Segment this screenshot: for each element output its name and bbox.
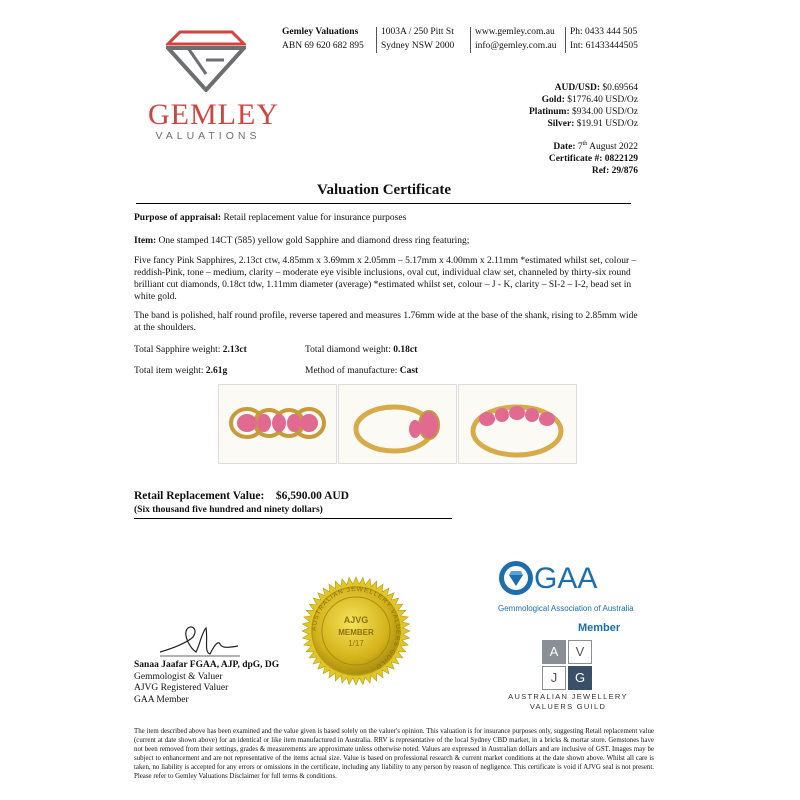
ajvg-name-line-2: VALUERS GUILD — [529, 702, 607, 711]
retail-value-words: (Six thousand five hundred and ninety dollars) — [134, 505, 323, 515]
date-label: Date: — [553, 142, 576, 153]
ring-photo-front — [458, 384, 577, 464]
silver-label: Silver: — [547, 119, 575, 129]
silver-value: $19.91 USD/Oz — [576, 119, 638, 129]
gaa-acronym: GAA — [534, 562, 598, 595]
divider — [565, 27, 566, 53]
title-rule — [136, 203, 631, 204]
diamond-weight-value: 0.18ct — [393, 345, 418, 355]
company-phone — [570, 25, 638, 53]
seal-ring-text: AUSTRALIAN JEWELLERY VALUERS GUILD — [310, 585, 402, 671]
ajvg-name — [498, 692, 638, 712]
seal-line-3: 1/17 — [348, 639, 364, 648]
certificate-page — [110, 0, 658, 800]
gem-logo-icon — [166, 30, 246, 92]
purpose-line — [134, 212, 639, 224]
platinum-label: Platinum: — [529, 107, 570, 117]
company-web — [475, 25, 556, 53]
method-value: Cast — [399, 366, 419, 376]
item-label: Item: — [134, 236, 157, 246]
divider — [470, 27, 471, 53]
company-abn: ABN 69 620 682 895 — [282, 41, 364, 51]
phone-number: Ph: 0433 444 505 — [570, 27, 638, 37]
email-link[interactable]: info@gemley.com.au — [475, 41, 557, 51]
gaa-full-name: Gemmological Association of Australia — [498, 604, 634, 613]
ring-photo-top — [218, 384, 337, 464]
ajvg-name-line-1: AUSTRALIAN JEWELLERY — [508, 692, 628, 701]
valuer-block — [134, 660, 279, 706]
website-link[interactable]: www.gemley.com.au — [475, 27, 555, 37]
ring-photo-side — [338, 384, 457, 464]
intl-phone-number: Int: 61433444505 — [570, 41, 638, 51]
gaa-emblem-icon — [498, 560, 534, 596]
ajvg-letter-g: G — [568, 666, 592, 690]
platinum-value: $934.00 USD/Oz — [572, 107, 638, 117]
cert-value: 0822129 — [604, 154, 638, 165]
item-value: One stamped 14CT (585) yellow gold Sapphire and diamond dress ring featuring; — [158, 236, 470, 246]
purpose-value: Retail replacement value for insurance purposes — [223, 213, 407, 223]
seal-line-1: AJVG — [343, 615, 369, 625]
date-month-year: August 2022 — [589, 142, 638, 153]
ajvg-gold-seal-icon — [300, 575, 412, 687]
audusd-label: AUD/USD: — [554, 83, 600, 93]
sapphire-weight-value: 2.13ct — [222, 345, 247, 355]
ref-value: 29/876 — [611, 166, 638, 177]
diamond-weight-label: Total diamond weight: — [305, 345, 391, 355]
valuer-name: Sanaa Jaafar FGAA, AJP, dpG, DG — [134, 660, 280, 670]
retail-value-label: Retail Replacement Value: — [134, 490, 265, 502]
ajvg-logo — [542, 640, 592, 690]
date-suffix: th — [582, 141, 588, 147]
divider — [376, 27, 377, 53]
ref-label: Ref: — [591, 166, 610, 177]
valuer-signature-icon — [154, 618, 244, 660]
audusd-value: $0.69564 — [602, 83, 638, 93]
date-day: 7 — [577, 142, 583, 153]
diamond-weight — [305, 345, 417, 355]
valuer-role-1: Gemmologist & Valuer — [134, 671, 223, 682]
ajvg-letter-j: J — [542, 666, 566, 690]
valuer-role-2: AJVG Registered Valuer — [134, 683, 229, 693]
logo-name: GEMLEY — [148, 98, 279, 131]
item-weight — [134, 366, 227, 376]
valuer-role-3: GAA Member — [134, 694, 189, 705]
cert-label: Certificate #: — [548, 154, 603, 165]
method-label: Method of manufacture: — [305, 366, 398, 376]
company-name: Gemley Valuations — [282, 27, 359, 37]
address-line-2: Sydney NSW 2000 — [381, 41, 455, 51]
retail-value-amount: $6,590.00 AUD — [275, 490, 349, 502]
certificate-meta — [549, 138, 638, 177]
band-description: The band is polished, half round profile, reverse tapered and measures 1.76mm wide at the base of the shank, rising to 2.85mm wide at the shoulders. — [134, 311, 638, 333]
address-line-1: 1003A / 250 Pitt St — [381, 27, 454, 37]
gold-value: $1776.40 USD/Oz — [567, 95, 638, 105]
logo-subtitle: VALUATIONS — [155, 130, 261, 142]
purpose-label: Purpose of appraisal: — [134, 213, 222, 223]
value-rule — [134, 518, 452, 519]
disclaimer-text: The item described above has been examined and the value given is based solely on the valuer's opinion. This valuation is for insurance purposes only, suggesting Retail replacement value (current at date shown above) for an identical or like item manufactured in Australia. RRV is representative of the local Sydney CBD market, in a bricks & mortar store. Gemstones have not been removed from their settings, grades & measurements are approximate unless otherwise noted. Values are expressed in Australian dollars and are inclusive of GST. Images may be subject to enhancement and are not representative of the items actual size. Value is based on professional research & current market conditions at the date shown above. Whilst all care is taken, no liability is accepted for any errors or omissions in the certificate, including any liability to any person by reason of negligence. This certificate is void if AJVG seal is not present. Please refer to Gemley Valuations Disclaimer for full terms & conditions. — [134, 728, 654, 780]
ajvg-letter-v: V — [568, 640, 592, 664]
metal-rates — [529, 82, 638, 130]
item-line — [134, 235, 639, 247]
company-address — [381, 25, 454, 53]
gaa-member-label: Member — [578, 622, 621, 634]
company-id — [282, 25, 364, 53]
manufacture-method — [305, 366, 418, 376]
sapphire-weight-label: Total Sapphire weight: — [134, 345, 221, 355]
seal-line-2: MEMBER — [338, 628, 374, 637]
sapphire-weight — [134, 345, 247, 355]
retail-value — [134, 490, 349, 502]
item-description: Five fancy Pink Sapphires, 2.13ct ctw, 4.85mm x 3.69mm x 2.05mm – 5.17mm x 4.00mm x 2.11mm *estimated whilst set, colour – reddish-Pink, tone – medium, clarity – moderate eye visible inclusions, oval cut, individual claw set, channeled by thirty-six round brilliant cut diamonds, 0.18ct tdw, 1.11mm diameter (average) *estimated whilst set, colour – J - K, clarity – SI-2 – I-2, bead set in white gold. — [134, 256, 637, 302]
certificate-title: Valuation Certificate — [316, 182, 451, 198]
gold-label: Gold: — [541, 95, 565, 105]
item-weight-value: 2.61g — [205, 366, 228, 376]
item-weight-label: Total item weight: — [134, 366, 204, 376]
ajvg-letter-a: A — [542, 640, 566, 664]
